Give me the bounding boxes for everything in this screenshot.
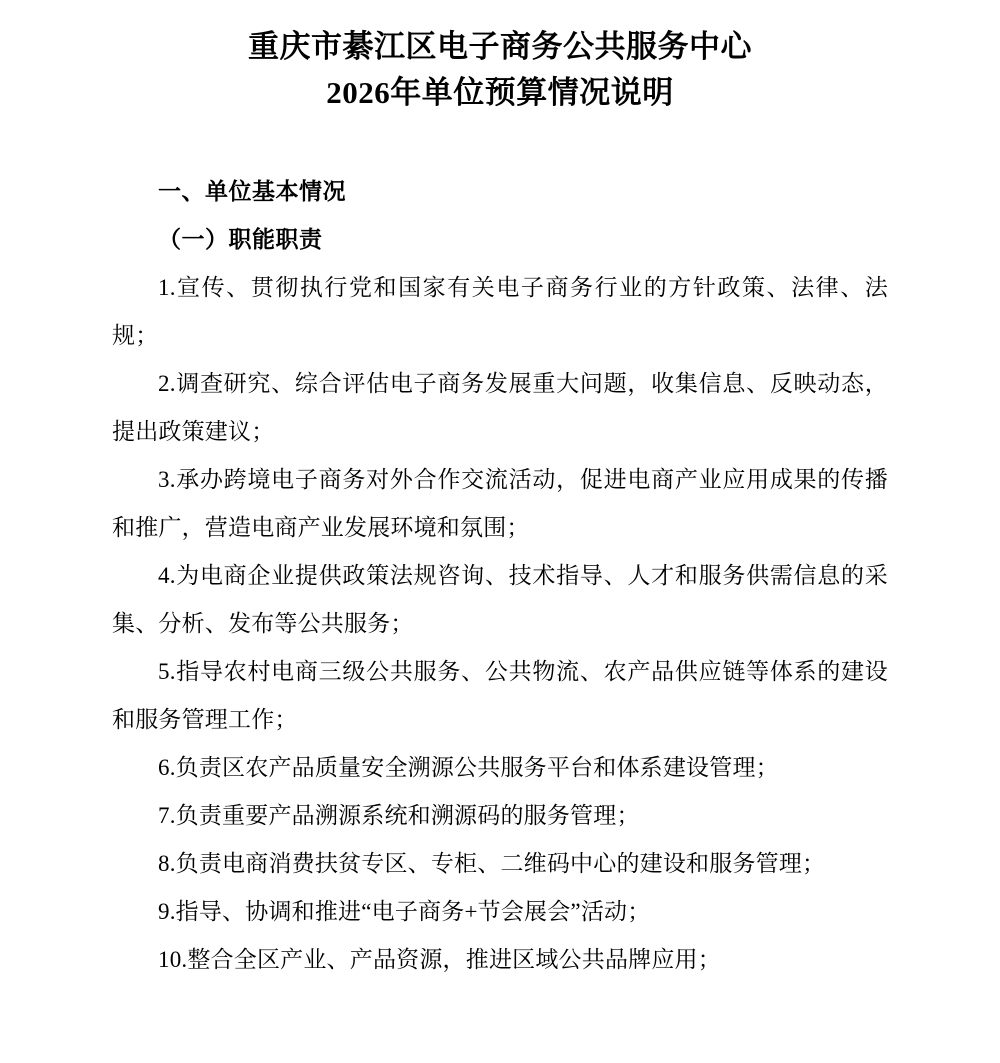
body-paragraph: 3.承办跨境电子商务对外合作交流活动，促进电商产业应用成果的传播和推广，营造电商产业发展环境和氛围； <box>112 467 888 540</box>
body-paragraph: 8.负责电商消费扶贫专区、专柜、二维码中心的建设和服务管理； <box>158 851 826 876</box>
section-heading: 一、单位基本情况 <box>158 179 346 204</box>
body-paragraph: 6.负责区农产品质量安全溯源公共服务平台和体系建设管理； <box>158 755 779 780</box>
page-title-line-2: 2026年单位预算情况说明 <box>326 75 674 110</box>
body-paragraph: 7.负责重要产品溯源系统和溯源码的服务管理； <box>158 803 640 828</box>
title-spacer <box>112 116 888 168</box>
body-paragraph: 1.宣传、贯彻执行党和国家有关电子商务行业的方针政策、法律、法规； <box>112 275 888 348</box>
body-paragraph: 2.调查研究、综合评估电子商务发展重大问题，收集信息、反映动态，提出政策建议； <box>112 371 888 444</box>
body-paragraph: 9.指导、协调和推进“电子商务+节会展会”活动； <box>158 899 651 924</box>
page-title <box>112 18 888 116</box>
sub-heading: （一）职能职责 <box>158 227 323 252</box>
body-paragraph: 10.整合全区产业、产品资源，推进区域公共品牌应用； <box>158 947 721 972</box>
body-paragraph: 5.指导农村电商三级公共服务、公共物流、农产品供应链等体系的建设和服务管理工作； <box>112 659 888 732</box>
body-paragraph: 4.为电商企业提供政策法规咨询、技术指导、人才和服务供需信息的采集、分析、发布等公共服务； <box>112 563 888 636</box>
page-title-line-1: 重庆市綦江区电子商务公共服务中心 <box>248 29 752 64</box>
